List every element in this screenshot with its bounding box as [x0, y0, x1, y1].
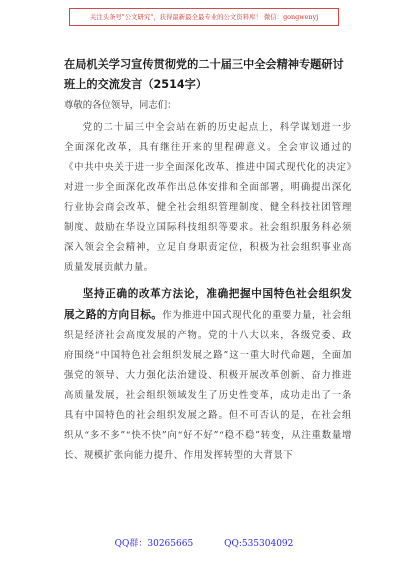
section-body: 作为推进中国式现代化的重要力量，社会组织是经济社会高度发展的产物。党的十八大以来，各级党委、政府围绕“中国特色社会组织发展之路”这一重大时代命题，全面加强党的领导、大力强化法治建设、积极开展改革创新、奋力推进高质量发展，社会组织领域发生了历史性变革，成功走出了一条具有中国特色的社会组织发展之路。但不可否认的是，在社会组织从“多不多”“快不快”向“好不好”“稳不稳”转变，从注重数量增长、规模扩张向能力提升、作用发挥转型的大背景下 — [64, 310, 352, 461]
section-heading: 坚持正确的改革方法论，准确把握中国特色社会组织发展之路的方向目标。 — [64, 288, 352, 321]
promo-banner: 关注头条号"公文研究"，获得最新最全最专业的公文资料库！ 微信：gongwenyj — [69, 8, 339, 26]
qq-group-number: QQ群：30265665 — [114, 539, 194, 549]
contact-footer — [0, 536, 408, 549]
paragraph-intro: 党的二十届三中全会站在新的历史起点上，科学谋划进一步全面深化改革，具有继往开来的里程碑意义。全会审议通过的《中共中央关于进一步全面深化改革、推进中国式现代化的决定》对进一步全面深化改革作出总体安排和全面部署，明确提出深化行业协会商会改革、健全社会组织管理制度、健全科技社团管理制度、鼓励在华设立国际科技组织等要求。社会组织服务科必须深入领会全会精神，立足自身职责定位，积极为社会组织事业高质量发展贡献力量。 — [64, 122, 352, 273]
document-body — [64, 55, 352, 466]
salutation: 尊敬的各位领导，同志们： — [64, 100, 177, 111]
qq-number: QQ:535304092 — [224, 539, 294, 549]
paragraph-section-1 — [64, 284, 352, 466]
document-title: 在局机关学习宣传贯彻党的二十届三中全会精神专题研讨班上的交流发言（2514字） — [64, 58, 344, 91]
